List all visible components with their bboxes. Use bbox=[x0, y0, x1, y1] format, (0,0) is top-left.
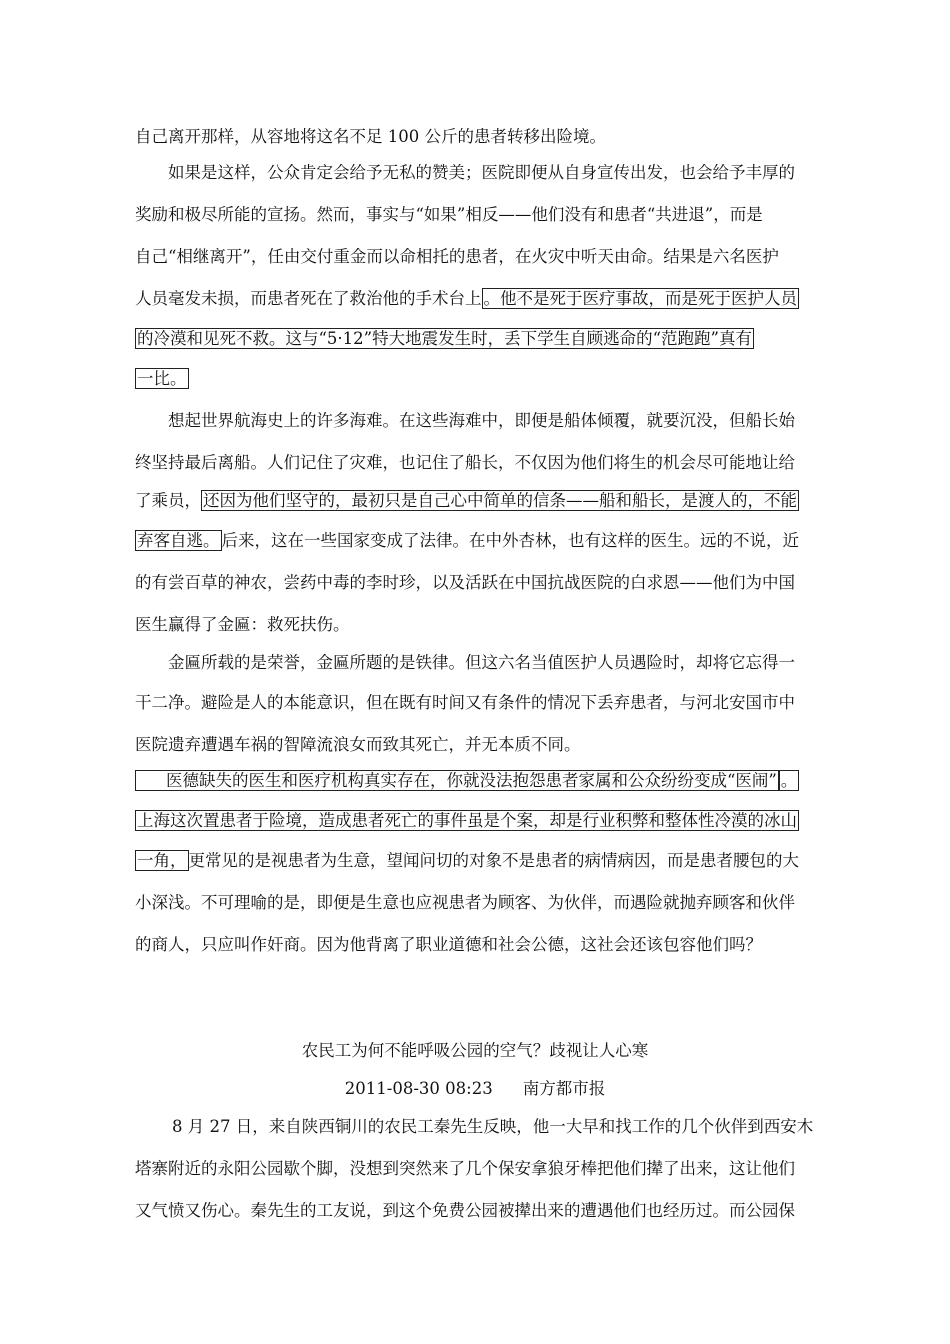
paragraph-line: 小深浅。不可理喻的是，即便是生意也应视患者为顾客、为伙伴，而遇险就抛弃顾客和伙伴 bbox=[135, 893, 795, 912]
paragraph-line: 干二净。避险是人的本能意识，但在既有时间又有条件的情况下丢弃患者，与河北安国市中 bbox=[135, 693, 795, 712]
highlighted-text: 。 bbox=[780, 771, 798, 790]
paragraph-line: 想起世界航海史上的许多海难。在这些海难中，即便是船体倾覆，就要沉没，但船长始 bbox=[168, 411, 795, 430]
highlighted-text: 的冷漠和见死不救。这与“5·12”特大地震发生时，丢下学生自顾逃命的“范跑跑”真有 bbox=[137, 329, 752, 348]
paragraph-line bbox=[135, 288, 799, 310]
paragraph-line: 如果是这样，公众肯定会给予无私的赞美；医院即便从自身宣传出发，也会给予丰厚的 bbox=[168, 163, 795, 182]
text-segment: 了乘员， bbox=[135, 491, 201, 510]
paragraph-line: 奖励和极尽所能的宣扬。然而，事实与“如果”相反——他们没有和患者“共进退”，而是 bbox=[135, 205, 763, 224]
highlighted-text: 弃客自逃。 bbox=[137, 531, 220, 550]
paragraph-line: 的有尝百草的神农，尝药中毒的李时珍，以及活跃在中国抗战医院的白求恩——他们为中国 bbox=[135, 573, 795, 592]
highlighted-text: 还因为他们坚守的，最初只是自己心中简单的信条——船和船长，是渡人的，不能 bbox=[203, 491, 797, 510]
paragraph-line: 自己“相继离开”，任由交付重金而以命相托的患者，在火灾中听天由命。结果是六名医护 bbox=[135, 247, 779, 266]
paragraph-line: 的商人，只应叫作奸商。因为他背离了职业道德和社会公德，这社会还该包容他们吗？ bbox=[135, 935, 762, 954]
paragraph-line bbox=[135, 490, 799, 512]
paragraph-line bbox=[135, 850, 799, 872]
paragraph-line bbox=[135, 810, 799, 832]
article-byline bbox=[0, 1078, 950, 1100]
paragraph-line: 8 月 27 日，来自陕西铜川的农民工秦先生反映，他一大早和找工作的几个伙伴到西安木 bbox=[172, 1117, 814, 1136]
article-source: 南方都市报 bbox=[522, 1079, 606, 1098]
paragraph-line: 医生赢得了金匾：救死扶伤。 bbox=[135, 615, 350, 634]
paragraph-line: 又气愤又伤心。秦先生的工友说，到这个免费公园被撵出来的遭遇他们也经历过。而公园保 bbox=[135, 1201, 795, 1220]
text-segment: 后来，这在一些国家变成了法律。在中外杏林，也有这样的医生。远的不说，近 bbox=[221, 531, 799, 550]
paragraph-line: 塔寨附近的永阳公园歇个脚，没想到突然来了几个保安拿狼牙棒把他们撵了出来，这让他们 bbox=[135, 1159, 795, 1178]
paragraph-line: 终坚持最后离船。人们记住了灾难，也记住了船长，不仅因为他们将生的机会尽可能地让给 bbox=[135, 453, 795, 472]
article-date: 2011-08-30 08:23 bbox=[344, 1079, 493, 1098]
paragraph-line: 金匾所载的是荣誉，金匾所题的是铁律。但这六名当值医护人员遇险时，却将它忘得一 bbox=[168, 653, 795, 672]
paragraph-line bbox=[135, 368, 189, 390]
paragraph-line bbox=[135, 770, 799, 792]
highlighted-text: 医德缺失的医生和医疗机构真实存在，你就没法抱怨患者家属和公众纷纷变成“医闹” bbox=[135, 770, 779, 791]
paragraph-line: 医院遗弃遭遇车祸的智障流浪女而致其死亡，并无本质不同。 bbox=[135, 735, 581, 754]
paragraph-line: 自己离开那样，从容地将这名不足 100 公斤的患者转移出险境。 bbox=[135, 127, 606, 146]
paragraph-line bbox=[135, 530, 799, 552]
highlighted-text: 一比。 bbox=[137, 369, 187, 388]
highlighted-text: 一角， bbox=[137, 851, 187, 870]
paragraph-line bbox=[135, 328, 754, 350]
text-segment: 人员毫发未损，而患者死在了救治他的手术台上 bbox=[135, 289, 482, 308]
text-segment: 更常见的是视患者为生意，望闻问切的对象不是患者的病情病因，而是患者腰包的大 bbox=[188, 851, 799, 870]
highlighted-text: 。他不是死于医疗事故，而是死于医护人员 bbox=[483, 289, 797, 308]
article-title: 农民工为何不能呼吸公园的空气？歧视让人心寒 bbox=[301, 1041, 649, 1060]
highlighted-text: 上海这次置患者于险境，造成患者死亡的事件虽是个案，却是行业积弊和整体性冷漠的冰山 bbox=[137, 811, 797, 830]
